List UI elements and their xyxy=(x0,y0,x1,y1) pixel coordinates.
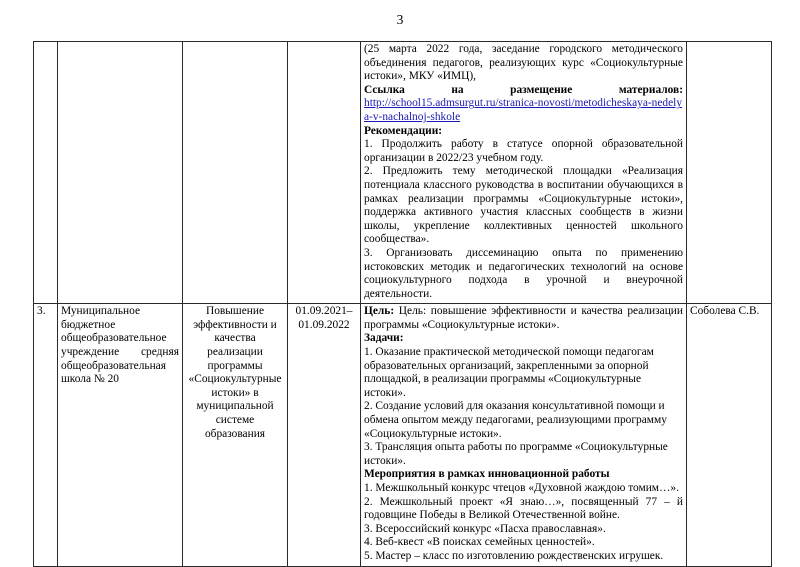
event-item: 1. Межшкольный конкурс чтецов «Духовной жаждою томим…». xyxy=(364,482,679,494)
event-item: 5. Мастер – класс по изготовлению рождественских игрушек. xyxy=(364,549,664,562)
innovation-activities-table xyxy=(33,41,772,567)
page-number: 3 xyxy=(396,12,404,27)
cell-responsible xyxy=(687,42,772,304)
cell-theme xyxy=(183,42,288,304)
goal-text: Цель: повышение эффективности и качества реализации программы «Социокультурные истоки». xyxy=(364,305,683,331)
tasks-heading: Задачи: xyxy=(364,332,404,345)
events-heading: Мероприятия в рамках инновационной работы xyxy=(364,468,610,481)
cell-dates xyxy=(288,42,361,304)
cell-organization: Муниципальное бюджетное общеобразовательное учреждение средняя общеобразовательная школа № 20 xyxy=(58,304,183,566)
cell-responsible: Соболева С.В. xyxy=(687,304,772,566)
cell-content xyxy=(361,42,687,304)
event-item: 4. Веб-квест «В поисках семейных ценностей». xyxy=(364,536,595,549)
cell-row-number: 3. xyxy=(34,304,58,566)
recommendation-item: 3. Организовать диссеминацию опыта по применению истоковских методик и педагогических технологий на основе социокультурного подхода в урочной и внеурочной деятельности. xyxy=(364,246,683,300)
goal-heading: Цель: xyxy=(364,305,395,318)
cell-organization xyxy=(58,42,183,304)
table-container xyxy=(33,41,771,567)
table-row xyxy=(34,304,772,566)
goal-paragraph xyxy=(364,305,683,332)
content-intro-paragraph: (25 марта 2022 года, заседание городского методического объединения педагогов, реализующих курс «Социокультурные истоки», МКУ «ИМЦ), xyxy=(364,43,683,83)
content-link-label: Ссылка на размещение материалов: xyxy=(364,83,683,96)
recommendation-item: 1. Продолжить работу в статусе опорной образовательной организации в 2022/23 учебном году. xyxy=(364,138,683,164)
materials-link[interactable]: http://school15.admsurgut.ru/stranica-novosti/metodicheskaya-nedelya-v-nachalnoj-shkole xyxy=(364,97,683,123)
cell-content xyxy=(361,304,687,566)
task-item: 1. Оказание практической методической помощи педагогам образовательных организаций, закрепленными за опорной площадкой, в реализации программы «Социокультурные истоки». xyxy=(364,346,654,399)
event-item: 3. Всероссийский конкурс «Пасха православная». xyxy=(364,522,606,535)
content-link-paragraph xyxy=(364,97,683,124)
task-item: 3. Трансляция опыта работы по программе «Социокультурные истоки». xyxy=(364,441,668,467)
table-row xyxy=(34,42,772,304)
cell-theme: Повышение эффективности и качества реализации программы «Социокультурные истоки» в муниципальной системе образования xyxy=(183,304,288,566)
event-item: 2. Межшкольный проект «Я знаю…», посвященный 77 – й годовщине Победы в Великой Отечественной войне. xyxy=(364,495,683,522)
recommendations-heading: Рекомендации: xyxy=(364,124,443,137)
recommendation-item: 2. Предложить тему методической площадки «Реализация потенциала классного руководства в воспитании обучающихся в рамках реализации программы «Социокультурные истоки», поддержка активного участия классных сообществ в жизни школы, укрепление коллективных ценностей школьного сообщества». xyxy=(364,165,683,246)
task-item: 2. Создание условий для оказания консультативной помощи и обмена опытом между педагогами, реализующими программу «Социокультурные истоки». xyxy=(364,400,667,440)
cell-row-number xyxy=(34,42,58,304)
cell-dates: 01.09.2021–01.09.2022 xyxy=(288,304,361,566)
